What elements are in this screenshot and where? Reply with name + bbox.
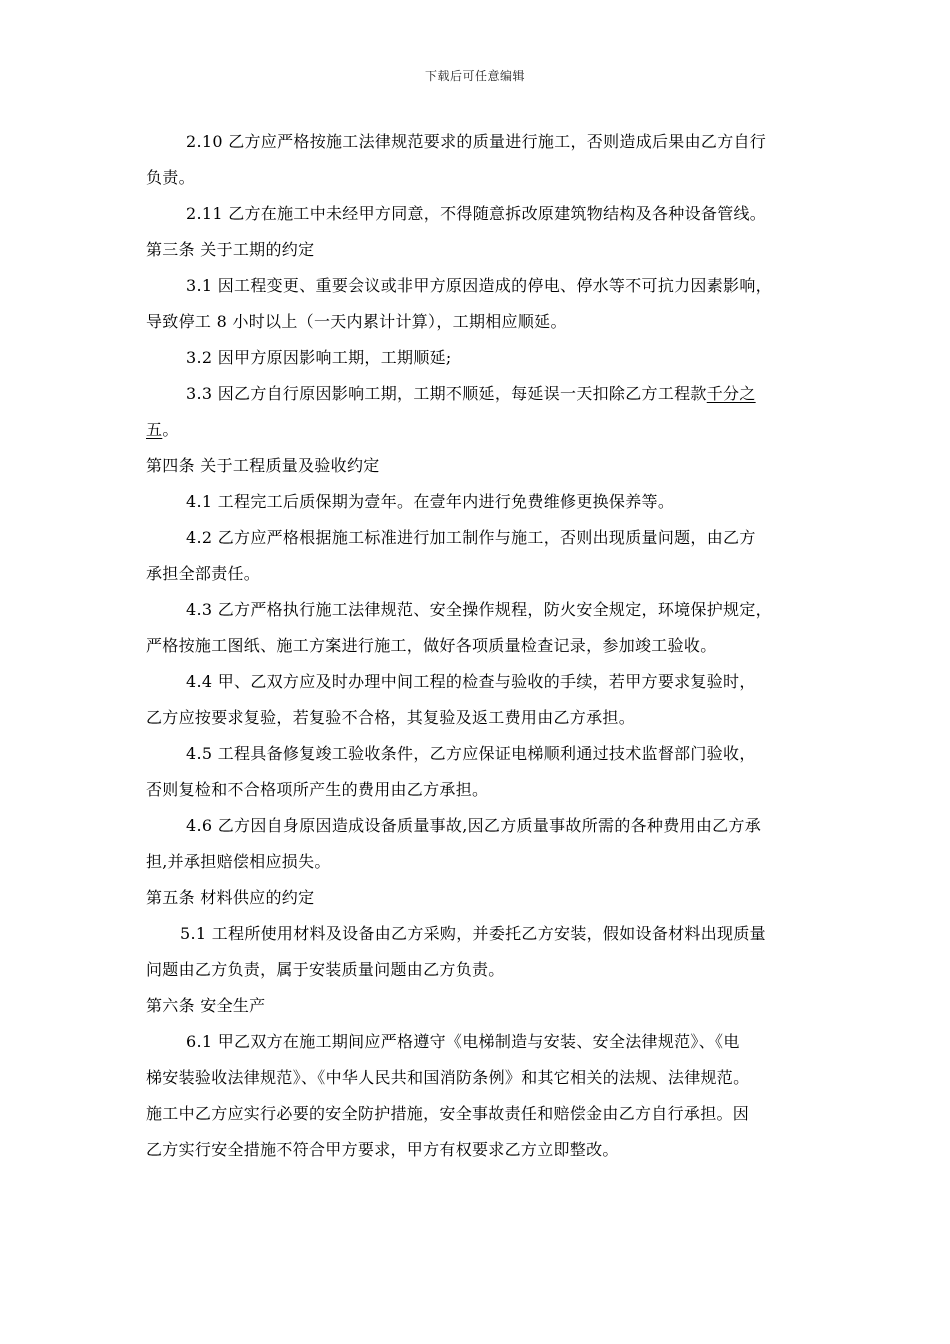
clause-3-3-underlined-a: 千分之 — [706, 384, 756, 403]
article-3-heading: 第三条 关于工期的约定 — [146, 240, 315, 259]
clause-6-1-line-1: 6.1 甲乙双方在施工期间应严格遵守《电梯制造与安装、安全法律规范》、《电 — [186, 1032, 740, 1051]
clause-4-1-line-1: 4.1 工程完工后质保期为壹年。在壹年内进行免费维修更换保养等。 — [186, 492, 675, 511]
clause-3-3-line-1 — [146, 376, 810, 412]
clause-3-2-line-1: 3.2 因甲方原因影响工期，工期顺延; — [186, 348, 452, 367]
clause-4-3-line-2: 严格按施工图纸、施工方案进行施工，做好各项质量检查记录，参加竣工验收。 — [146, 636, 717, 655]
clause-3-3-underlined-b: 五 — [146, 420, 163, 439]
clause-4-5-line-1: 4.5 工程具备修复竣工验收条件，乙方应保证电梯顺利通过技术监督部门验收， — [186, 744, 756, 763]
clause-5-1-line-2: 问题由乙方负责，属于安装质量问题由乙方负责。 — [146, 960, 505, 979]
clause-4-2-line-1: 4.2 乙方应严格根据施工标准进行加工制作与施工，否则出现质量问题，由乙方 — [186, 528, 756, 547]
clause-4-4-line-1: 4.4 甲、乙双方应及时办理中间工程的检查与验收的手续，若甲方要求复验时， — [186, 672, 756, 691]
document-body — [146, 124, 810, 1168]
clause-3-1-line-2: 导致停工 8 小时以上（一天内累计计算），工期相应顺延。 — [146, 312, 567, 331]
clause-2-11-line-1: 2.11 乙方在施工中未经甲方同意，不得随意拆改原建筑物结构及各种设备管线。 — [186, 204, 767, 223]
article-4-heading: 第四条 关于工程质量及验收约定 — [146, 456, 380, 475]
clause-4-2-line-2: 承担全部责任。 — [146, 564, 261, 583]
clause-3-3-text-b: 。 — [162, 420, 179, 439]
article-6-heading: 第六条 安全生产 — [146, 996, 266, 1015]
clause-5-1-line-1: 5.1 工程所使用材料及设备由乙方采购，并委托乙方安装，假如设备材料出现质量 — [180, 924, 766, 943]
clause-4-4-line-2: 乙方应按要求复验，若复验不合格，其复验及返工费用由乙方承担。 — [146, 708, 636, 727]
clause-4-5-line-2: 否则复检和不合格项所产生的费用由乙方承担。 — [146, 780, 489, 799]
clause-3-3-line-2 — [146, 412, 810, 448]
clause-6-1-line-2: 梯安装验收法律规范》、《中华人民共和国消防条例》和其它相关的法规、法律规范。 — [146, 1068, 750, 1087]
clause-6-1-line-3: 施工中乙方应实行必要的安全防护措施，安全事故责任和赔偿金由乙方自行承担。因 — [146, 1104, 750, 1123]
page-header: 下载后可任意编辑 — [424, 69, 525, 83]
clause-3-3-text-a: 3.3 因乙方自行原因影响工期，工期不顺延，每延误一天扣除乙方工程款 — [186, 384, 707, 403]
clause-3-1-line-1: 3.1 因工程变更、重要会议或非甲方原因造成的停电、停水等不可抗力因素影响， — [186, 276, 772, 295]
clause-4-3-line-1: 4.3 乙方严格执行施工法律规范、安全操作规程，防火安全规定，环境保护规定， — [186, 600, 772, 619]
clause-4-6-line-1: 4.6 乙方因自身原因造成设备质量事故,因乙方质量事故所需的各种费用由乙方承 — [186, 816, 762, 835]
clause-2-10-line-1: 2.10 乙方应严格按施工法律规范要求的质量进行施工，否则造成后果由乙方自行 — [186, 132, 767, 151]
article-5-heading: 第五条 材料供应的约定 — [146, 888, 315, 907]
clause-2-10-line-2: 负责。 — [146, 168, 195, 187]
clause-6-1-line-4: 乙方实行安全措施不符合甲方要求，甲方有权要求乙方立即整改。 — [146, 1140, 619, 1159]
clause-4-6-line-2: 担,并承担赔偿相应损失。 — [146, 852, 331, 871]
